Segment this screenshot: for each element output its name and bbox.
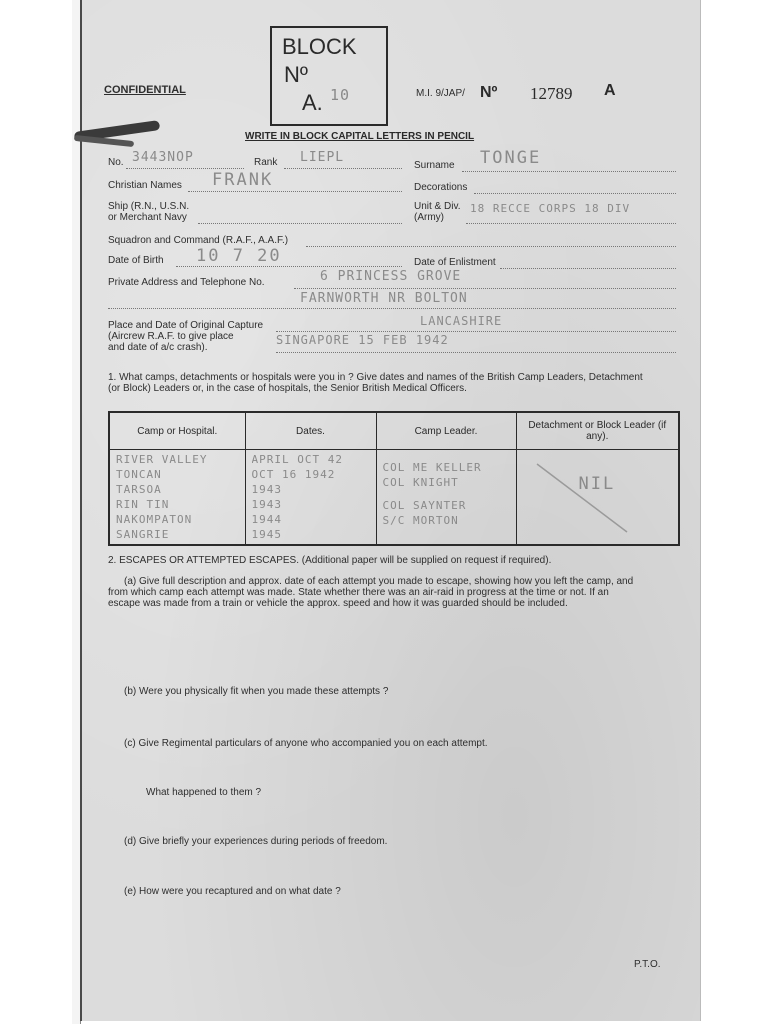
decorations-line xyxy=(474,193,676,194)
question-a: (a) Give full description and approx. date of each attempt you made to escape, showing how you left the camp, and xyxy=(124,576,634,587)
address-line-1 xyxy=(294,288,676,289)
stamp-letter-text: A. xyxy=(302,90,323,115)
christian-names-label: Christian Names xyxy=(108,180,182,191)
address-value-3: LANCASHIRE xyxy=(420,314,503,328)
capture-label-2: (Aircrew R.A.F. to give place xyxy=(108,331,234,342)
camps-table xyxy=(108,411,680,546)
date-entry: OCT 16 1942 xyxy=(251,468,336,481)
squadron-line xyxy=(306,246,676,247)
date-of-birth-label: Date of Birth xyxy=(108,255,164,266)
surname-value: TONGE xyxy=(480,148,542,168)
date-entry: 1943 xyxy=(251,483,282,496)
reference-code: M.I. 9/JAP/ xyxy=(416,88,465,99)
camp-entry: RIVER VALLEY xyxy=(116,453,208,466)
dates-column xyxy=(245,450,376,546)
leader-entry: COL SAYNTER xyxy=(382,499,467,512)
nil-strike-icon xyxy=(527,456,677,536)
confidential-label: CONFIDENTIAL xyxy=(104,84,186,96)
question-a-2: from which camp each attempt was made. State whether there was an air-raid in progress at the time or not. If an xyxy=(108,587,609,598)
unit-label-2: (Army) xyxy=(414,212,444,223)
header-detachment-leader: Detachment or Block Leader (if any). xyxy=(516,412,679,450)
leader-spacer xyxy=(383,452,510,460)
camps-column xyxy=(109,450,245,546)
detachment-value: NIL xyxy=(578,474,616,494)
leader-entry: S/C MORTON xyxy=(382,514,459,527)
camp-entry: RIN TIN xyxy=(116,498,170,511)
capture-label: Place and Date of Original Capture xyxy=(108,320,264,331)
date-entry: APRIL OCT 42 xyxy=(251,453,343,466)
date-entry: 1945 xyxy=(251,528,282,541)
enlistment-label: Date of Enlistment xyxy=(414,257,496,268)
address-value-1: 6 PRINCESS GROVE xyxy=(320,269,462,284)
date-entry: 1944 xyxy=(251,513,282,526)
leaders-column xyxy=(376,450,516,546)
stamp-block-text: BLOCK xyxy=(282,34,357,59)
question-e: (e) How were you recaptured and on what date ? xyxy=(124,886,341,897)
leader-entry: COL ME KELLER xyxy=(382,461,482,474)
reference-suffix: A xyxy=(604,82,616,99)
question-c-followup: What happened to them ? xyxy=(146,787,262,798)
capture-line-2 xyxy=(276,352,676,353)
no-line xyxy=(126,168,244,169)
decorations-label: Decorations xyxy=(414,182,468,193)
capture-value: SINGAPORE 15 FEB 1942 xyxy=(276,333,449,347)
enlistment-line xyxy=(500,268,676,269)
stamp-handwritten-number: 10 xyxy=(330,86,351,104)
instruction-heading: WRITE IN BLOCK CAPITAL LETTERS IN PENCIL xyxy=(245,131,475,142)
date-of-birth-value: 10 7 20 xyxy=(196,246,282,266)
capture-label-3: and date of a/c crash). xyxy=(108,342,208,353)
section1-question: 1. What camps, detachments or hospitals were you in ? Give dates and names of the British Camp Leaders, Detachment xyxy=(108,372,643,383)
christian-names-line xyxy=(188,191,402,192)
camp-entry: TARSOA xyxy=(116,483,162,496)
question-c: (c) Give Regimental particulars of anyone who accompanied you on each attempt. xyxy=(124,738,488,749)
ship-line xyxy=(198,223,402,224)
address-label: Private Address and Telephone No. xyxy=(108,277,265,288)
rank-label: Rank xyxy=(254,157,278,168)
capture-line-1 xyxy=(276,331,676,332)
unit-value: 18 RECCE CORPS 18 DIV xyxy=(470,202,631,215)
stamp-no-text: Nº xyxy=(284,62,308,87)
date-entry: 1943 xyxy=(251,498,282,511)
detachment-column xyxy=(516,450,679,546)
camp-entry: NAKOMPATON xyxy=(116,513,193,526)
leader-entry: COL KNIGHT xyxy=(382,476,459,489)
reference-no-label: Nº xyxy=(480,84,498,101)
date-of-birth-line xyxy=(176,266,402,267)
surname-label: Surname xyxy=(414,160,455,171)
unit-line xyxy=(466,223,676,224)
rank-value: LIEPL xyxy=(300,150,345,165)
question-a-3: escape was made from a train or vehicle the approx. speed and how it was guarded should be included. xyxy=(108,598,568,609)
unit-label: Unit & Div. xyxy=(414,201,461,212)
ship-label: Ship (R.N., U.S.N. xyxy=(108,201,190,212)
no-value: 3443NOP xyxy=(132,150,194,165)
question-b: (b) Were you physically fit when you made these attempts ? xyxy=(124,686,389,697)
block-stamp xyxy=(270,26,388,126)
surname-line xyxy=(462,171,676,172)
camp-entry: SANGRIE xyxy=(116,528,170,541)
christian-names-value: FRANK xyxy=(212,170,274,190)
reference-number: 12789 xyxy=(530,84,573,103)
rank-line xyxy=(284,168,402,169)
leader-spacer xyxy=(383,490,510,498)
squadron-label: Squadron and Command (R.A.F., A.A.F.) xyxy=(108,235,289,246)
pto-label: P.T.O. xyxy=(634,959,661,970)
ship-label-2: or Merchant Navy xyxy=(108,212,187,223)
camps-table-header xyxy=(109,412,679,450)
address-value-2: FARNWORTH NR BOLTON xyxy=(300,291,468,306)
no-label: No. xyxy=(108,157,124,168)
section1-question-2: (or Block) Leaders or, in the case of hospitals, the Senior British Medical Officers. xyxy=(108,383,467,394)
question-d: (d) Give briefly your experiences during periods of freedom. xyxy=(124,836,388,847)
address-line-2 xyxy=(108,308,676,309)
section2-title: 2. ESCAPES OR ATTEMPTED ESCAPES. (Additional paper will be supplied on request if required). xyxy=(108,555,552,566)
camps-table-body xyxy=(109,450,679,546)
camp-entry: TONCAN xyxy=(116,468,162,481)
header-dates: Dates. xyxy=(245,412,376,450)
header-camp-leader: Camp Leader. xyxy=(376,412,516,450)
header-camp-or-hospital: Camp or Hospital. xyxy=(109,412,245,450)
